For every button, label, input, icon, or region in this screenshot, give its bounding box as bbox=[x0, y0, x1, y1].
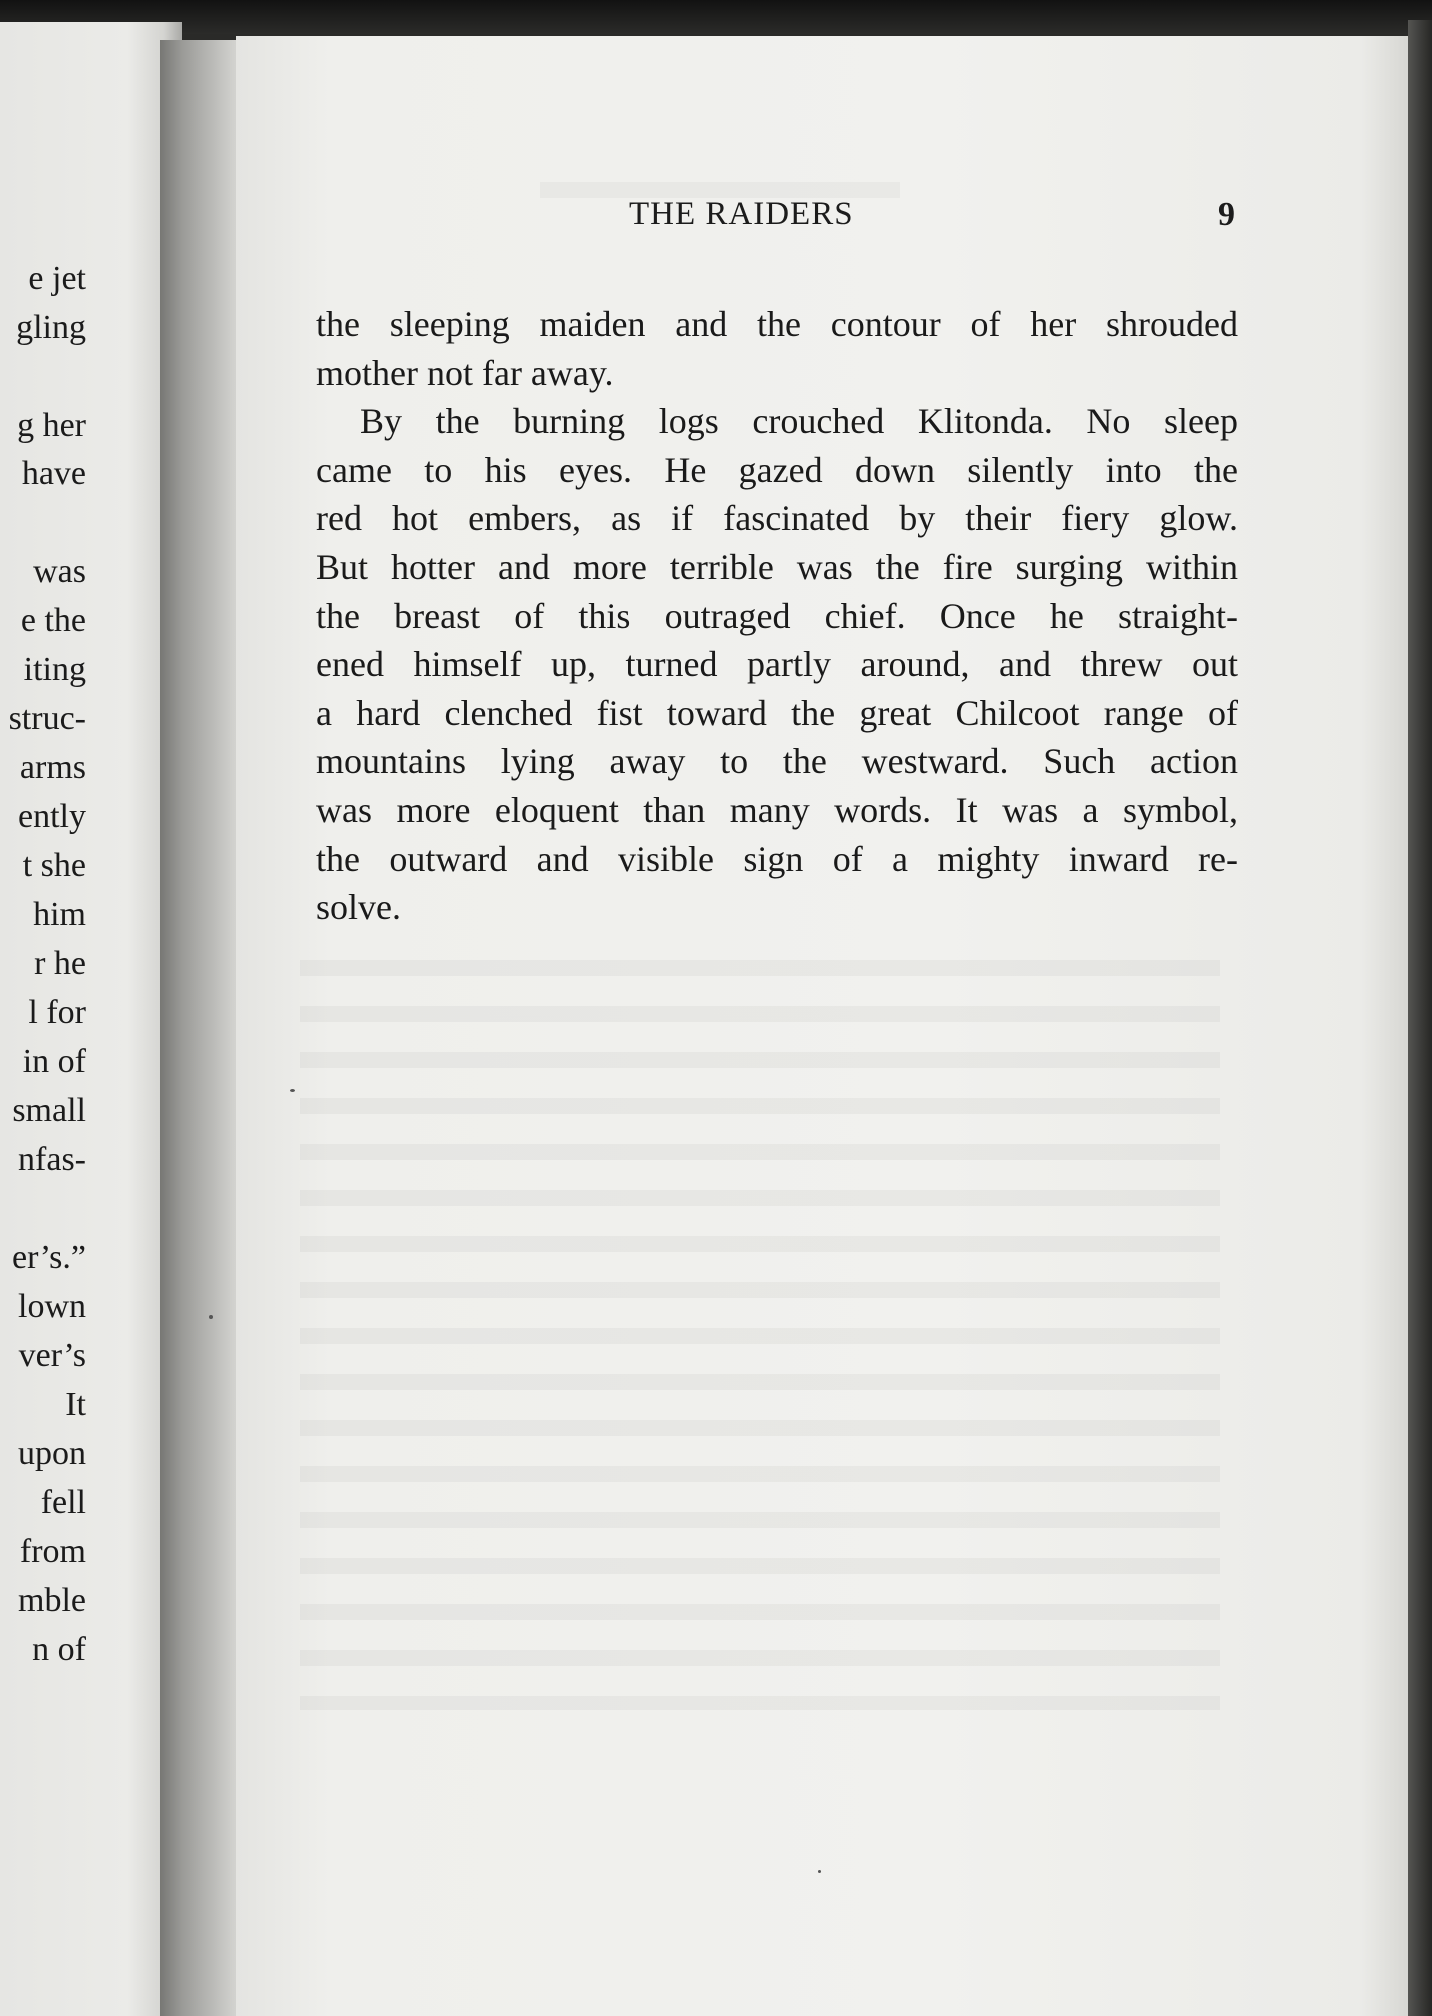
text-line: ened himself up, turned partly around, and threw out bbox=[316, 644, 1238, 685]
left-line: r he bbox=[34, 945, 86, 982]
text-line: the outward and visible sign of a mighty inward re- bbox=[316, 838, 1238, 879]
paper-speck bbox=[209, 1315, 213, 1319]
left-line: have bbox=[21, 455, 86, 492]
left-line: e the bbox=[20, 602, 86, 639]
text-line: red hot embers, as if fascinated by their fiery glow. bbox=[316, 498, 1238, 539]
text-line: the sleeping maiden and the contour of her shrouded bbox=[316, 304, 1238, 344]
running-title: THE RAIDERS bbox=[629, 196, 854, 232]
left-line: upon bbox=[18, 1435, 86, 1472]
running-head bbox=[0, 196, 1432, 236]
text-line: a hard clenched fist toward the great Chilcoot range of bbox=[316, 692, 1238, 733]
left-line: nfas- bbox=[18, 1141, 86, 1178]
left-line: l for bbox=[28, 994, 86, 1031]
left-line: arms bbox=[19, 749, 86, 786]
text-line: the breast of this outraged chief. Once he straight- bbox=[316, 595, 1238, 636]
left-line: gling bbox=[16, 309, 86, 346]
text-line: mother not far away. bbox=[316, 352, 614, 393]
text-line: But hotter and more terrible was the fire surging within bbox=[316, 546, 1238, 587]
left-line: from bbox=[19, 1533, 86, 1570]
left-line: mble bbox=[18, 1582, 86, 1619]
page-number: 9 bbox=[1218, 196, 1235, 233]
scan-top-border bbox=[0, 0, 1432, 34]
left-page bbox=[0, 22, 182, 2016]
text-line: solve. bbox=[316, 887, 401, 928]
paper-speck bbox=[818, 1870, 821, 1873]
body-text bbox=[316, 300, 1238, 932]
left-line: ently bbox=[18, 798, 86, 835]
left-line: fell bbox=[40, 1484, 86, 1521]
left-line: It bbox=[65, 1386, 86, 1423]
left-line: g her bbox=[17, 407, 86, 444]
text-line: came to his eyes. He gazed down silently into the bbox=[316, 449, 1238, 490]
text-line: was more eloquent than many words. It was a symbol, bbox=[316, 789, 1238, 830]
left-line: e jet bbox=[28, 260, 86, 297]
left-line: him bbox=[33, 896, 86, 933]
left-line: t she bbox=[22, 847, 86, 884]
show-through-text bbox=[300, 930, 1220, 1710]
left-line: lown bbox=[18, 1288, 86, 1325]
paper-speck bbox=[290, 1089, 295, 1092]
left-line: iting bbox=[23, 651, 86, 688]
scan-right-border bbox=[1408, 20, 1432, 2016]
text-line: By the burning logs crouched Klitonda. No sleep bbox=[360, 401, 1238, 442]
left-line: was bbox=[33, 553, 86, 590]
left-line: small bbox=[12, 1092, 86, 1129]
text-line: mountains lying away to the westward. Such action bbox=[316, 741, 1238, 782]
left-line: in of bbox=[22, 1043, 86, 1080]
left-line: struc- bbox=[8, 700, 86, 737]
left-line: ver’s bbox=[18, 1337, 86, 1374]
left-line: er’s.” bbox=[12, 1239, 86, 1276]
left-line: n of bbox=[32, 1631, 86, 1668]
